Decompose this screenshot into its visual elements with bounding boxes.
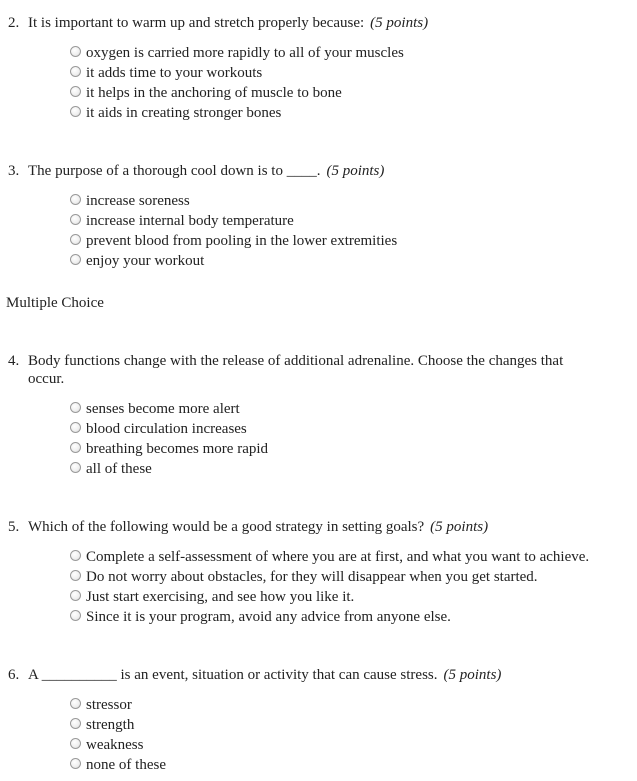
option-label[interactable]: increase soreness <box>86 193 190 209</box>
radio-button[interactable] <box>70 462 81 473</box>
radio-button[interactable] <box>70 422 81 433</box>
radio-button[interactable] <box>70 46 81 57</box>
radio-button[interactable] <box>70 402 81 413</box>
answer-option[interactable] <box>70 607 589 627</box>
answer-option[interactable] <box>70 211 397 231</box>
option-label[interactable]: Complete a self-assessment of where you are at first, and what you want to achieve. <box>86 549 590 565</box>
answer-options <box>70 191 397 271</box>
radio-button[interactable] <box>70 66 81 77</box>
question-number: 6. <box>8 667 20 683</box>
option-label[interactable]: oxygen is carried more rapidly to all of your muscles <box>86 45 404 61</box>
question-2-prompt <box>8 14 618 32</box>
answer-option[interactable] <box>70 63 404 83</box>
radio-button[interactable] <box>70 106 81 117</box>
answer-option[interactable] <box>70 399 268 419</box>
radio-button[interactable] <box>70 550 81 561</box>
question-number: 4. <box>8 353 20 369</box>
question-text: A __________ is an event, situation or activity that can cause stress. <box>28 667 438 683</box>
question-number: 2. <box>8 15 20 31</box>
option-label[interactable]: senses become more alert <box>86 401 240 417</box>
option-label[interactable]: increase internal body temperature <box>86 213 294 229</box>
question-5-prompt <box>8 518 618 536</box>
answer-option[interactable] <box>70 419 268 439</box>
radio-button[interactable] <box>70 234 81 245</box>
answer-option[interactable] <box>70 439 268 459</box>
section-header: Multiple Choice <box>6 295 104 311</box>
answer-option[interactable] <box>70 43 404 63</box>
answer-option[interactable] <box>70 191 397 211</box>
question-points: (5 points) <box>370 15 429 31</box>
radio-button[interactable] <box>70 590 81 601</box>
question-number: 3. <box>8 163 20 179</box>
radio-button[interactable] <box>70 718 81 729</box>
option-label[interactable]: stressor <box>86 697 132 713</box>
radio-button[interactable] <box>70 254 81 265</box>
answer-options <box>70 695 166 775</box>
radio-button[interactable] <box>70 442 81 453</box>
radio-button[interactable] <box>70 698 81 709</box>
answer-option[interactable] <box>70 735 166 755</box>
radio-button[interactable] <box>70 570 81 581</box>
radio-button[interactable] <box>70 214 81 225</box>
question-4-prompt <box>8 352 618 388</box>
answer-option[interactable] <box>70 695 166 715</box>
option-label[interactable]: enjoy your workout <box>86 253 205 269</box>
answer-option[interactable] <box>70 103 404 123</box>
answer-options <box>70 43 404 123</box>
option-label[interactable]: Do not worry about obstacles, for they will disappear when you get started. <box>86 569 538 585</box>
question-points: (5 points) <box>430 519 489 535</box>
answer-option[interactable] <box>70 251 397 271</box>
answer-option[interactable] <box>70 755 166 775</box>
answer-options <box>70 399 268 479</box>
answer-option[interactable] <box>70 231 397 251</box>
option-label[interactable]: Just start exercising, and see how you like it. <box>86 589 355 605</box>
answer-options <box>70 547 589 627</box>
option-label[interactable]: it aids in creating stronger bones <box>86 105 282 121</box>
option-label[interactable]: Since it is your program, avoid any advice from anyone else. <box>86 609 451 625</box>
answer-option[interactable] <box>70 83 404 103</box>
option-label[interactable]: none of these <box>86 757 166 773</box>
question-text: Which of the following would be a good strategy in setting goals? <box>28 519 425 535</box>
question-number: 5. <box>8 519 20 535</box>
question-text: The purpose of a thorough cool down is to ____. <box>28 163 321 179</box>
answer-option[interactable] <box>70 715 166 735</box>
radio-button[interactable] <box>70 610 81 621</box>
answer-option[interactable] <box>70 587 589 607</box>
radio-button[interactable] <box>70 194 81 205</box>
radio-button[interactable] <box>70 738 81 749</box>
option-label[interactable]: blood circulation increases <box>86 421 247 437</box>
question-text-continued: occur. <box>28 371 65 387</box>
question-3-prompt <box>8 162 618 180</box>
answer-option[interactable] <box>70 567 589 587</box>
question-text: It is important to warm up and stretch properly because: <box>28 15 365 31</box>
option-label[interactable]: prevent blood from pooling in the lower extremities <box>86 233 398 249</box>
question-points: (5 points) <box>443 667 502 683</box>
radio-button[interactable] <box>70 86 81 97</box>
question-points: (5 points) <box>326 163 385 179</box>
option-label[interactable]: it helps in the anchoring of muscle to bone <box>86 85 342 101</box>
option-label[interactable]: weakness <box>86 737 144 753</box>
option-label[interactable]: strength <box>86 717 135 733</box>
answer-option[interactable] <box>70 459 268 479</box>
question-text: Body functions change with the release of additional adrenaline. Choose the changes that <box>28 353 564 369</box>
answer-option[interactable] <box>70 547 589 567</box>
option-label[interactable]: breathing becomes more rapid <box>86 441 269 457</box>
option-label[interactable]: all of these <box>86 461 152 477</box>
option-label[interactable]: it adds time to your workouts <box>86 65 263 81</box>
radio-button[interactable] <box>70 758 81 769</box>
question-6-prompt <box>8 666 618 684</box>
